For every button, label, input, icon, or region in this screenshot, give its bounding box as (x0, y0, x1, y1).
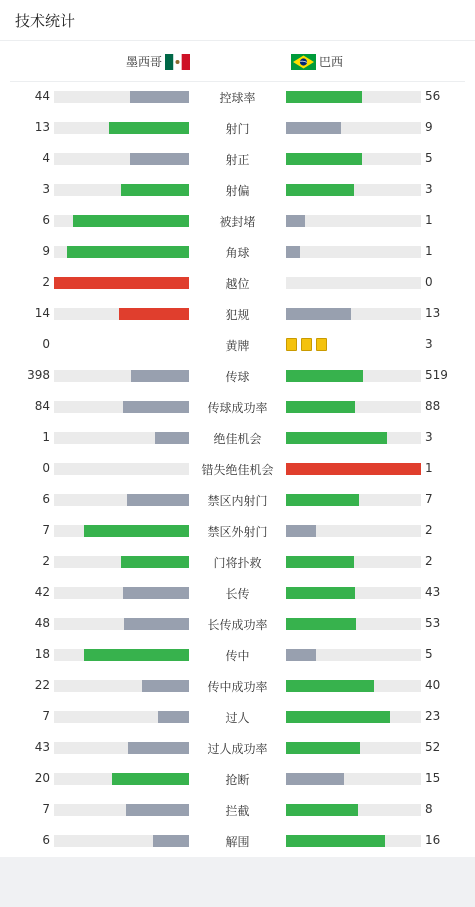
away-value: 8 (425, 802, 433, 816)
home-bar-track (54, 525, 189, 537)
away-bar-fill (286, 308, 351, 320)
away-bar-track (286, 277, 421, 289)
stat-label: 传球成功率 (207, 401, 268, 415)
away-bar-track (286, 680, 421, 692)
home-bar-fill (130, 91, 189, 103)
home-bar-track (54, 277, 189, 289)
away-team (291, 53, 343, 70)
stat-label: 禁区内射门 (207, 494, 268, 508)
home-bar-fill (142, 680, 189, 692)
away-bar-track (286, 587, 421, 599)
home-bar-track (54, 618, 189, 630)
stat-row (0, 206, 475, 237)
home-bar-track (54, 91, 189, 103)
stat-row (0, 764, 475, 795)
page-title: 技术统计 (15, 12, 76, 30)
away-bar-track (286, 246, 421, 258)
home-value: 0 (42, 461, 50, 475)
home-bar-fill (126, 804, 189, 816)
stat-label: 过人 (225, 711, 250, 725)
away-bar-fill (286, 556, 354, 568)
away-value: 0 (425, 275, 433, 289)
header (0, 0, 475, 41)
stat-row (0, 423, 475, 454)
stat-row (0, 671, 475, 702)
away-bar-fill (286, 401, 355, 413)
stat-label: 越位 (225, 277, 250, 291)
home-value: 18 (34, 647, 50, 661)
home-bar-fill (153, 835, 189, 847)
stat-label: 控球率 (219, 91, 256, 105)
away-bar-fill (286, 618, 356, 630)
stat-row (0, 547, 475, 578)
stat-label: 长传成功率 (207, 618, 268, 632)
away-bar-fill (286, 711, 390, 723)
home-bar-track (54, 494, 189, 506)
away-bar-track (286, 835, 421, 847)
stat-label: 射门 (225, 122, 250, 136)
away-value: 2 (425, 523, 433, 537)
stat-row (0, 609, 475, 640)
home-bar-track (54, 432, 189, 444)
home-bar-fill (123, 587, 189, 599)
away-bar-track (286, 742, 421, 754)
home-bar-fill (123, 401, 189, 413)
away-bar-fill (286, 122, 341, 134)
away-value: 5 (425, 151, 433, 165)
away-bar-fill (286, 649, 316, 661)
home-bar-fill (121, 184, 189, 196)
away-bar-fill (286, 246, 300, 258)
teams-row (10, 41, 465, 82)
away-bar-track (286, 494, 421, 506)
away-bar-track (286, 153, 421, 165)
away-value: 13 (425, 306, 441, 320)
home-bar-track (54, 463, 189, 475)
away-value: 40 (425, 678, 441, 692)
home-bar-fill (112, 773, 189, 785)
home-team-name: 墨西哥 (125, 55, 162, 69)
home-value: 43 (34, 740, 50, 754)
away-bar-track (286, 525, 421, 537)
home-value: 20 (34, 771, 50, 785)
home-value: 3 (42, 182, 50, 196)
stat-row (0, 330, 475, 361)
home-value: 13 (34, 120, 50, 134)
away-bar-track (286, 91, 421, 103)
home-value: 4 (42, 151, 50, 165)
away-bar-fill (286, 153, 362, 165)
home-bar-fill (84, 525, 189, 537)
away-bar-fill (286, 494, 359, 506)
home-bar-track (54, 804, 189, 816)
away-value: 88 (425, 399, 441, 413)
away-bar-track (286, 401, 421, 413)
home-value: 6 (42, 492, 50, 506)
stat-label: 绝佳机会 (213, 432, 262, 446)
stat-row (0, 82, 475, 113)
home-bar-track (54, 370, 189, 382)
stat-row (0, 826, 475, 857)
stat-row (0, 299, 475, 330)
stat-label: 射偏 (225, 184, 250, 198)
stat-row (0, 144, 475, 175)
away-bar-fill (286, 587, 355, 599)
home-bar-fill (73, 215, 189, 227)
stat-label: 传球 (225, 370, 250, 384)
stat-label: 传中 (225, 649, 250, 663)
away-bar-track (286, 711, 421, 723)
home-value: 2 (42, 554, 50, 568)
home-team (126, 53, 190, 70)
home-bar-track (54, 122, 189, 134)
home-bar-fill (155, 432, 189, 444)
away-bar-track (286, 122, 421, 134)
stat-label: 错失绝佳机会 (201, 463, 274, 477)
stat-label: 角球 (225, 246, 250, 260)
home-value: 1 (42, 430, 50, 444)
home-value: 84 (34, 399, 50, 413)
home-value: 48 (34, 616, 50, 630)
home-value: 14 (34, 306, 50, 320)
away-bar-fill (286, 742, 360, 754)
away-bar-fill (286, 773, 344, 785)
away-value: 2 (425, 554, 433, 568)
away-value: 23 (425, 709, 441, 723)
away-bar-track (286, 432, 421, 444)
away-value: 53 (425, 616, 441, 630)
stat-row (0, 516, 475, 547)
home-bar-fill (127, 494, 189, 506)
stat-row (0, 795, 475, 826)
home-value: 44 (34, 89, 50, 103)
away-bar-track (286, 215, 421, 227)
away-bar-fill (286, 463, 421, 475)
home-value: 7 (42, 523, 50, 537)
away-bar-track (286, 773, 421, 785)
away-bar-track (286, 618, 421, 630)
stat-label: 禁区外射门 (207, 525, 268, 539)
away-bar-fill (286, 835, 385, 847)
stat-label: 犯规 (225, 308, 250, 322)
stat-label: 抢断 (225, 773, 250, 787)
stat-row (0, 175, 475, 206)
away-bar-track (286, 370, 421, 382)
stat-row (0, 702, 475, 733)
away-value: 3 (425, 182, 433, 196)
away-value: 3 (425, 337, 433, 351)
home-bar-track (54, 246, 189, 258)
home-bar-fill (124, 618, 189, 630)
yellow-card-icon (301, 338, 312, 351)
stat-label: 门将扑救 (213, 556, 262, 570)
home-value: 398 (27, 368, 50, 382)
home-bar-track (54, 711, 189, 723)
stat-row (0, 640, 475, 671)
away-bar-track (286, 308, 421, 320)
stat-row (0, 237, 475, 268)
stat-label: 黄牌 (225, 339, 250, 353)
away-bar-track (286, 463, 421, 475)
home-bar-track (54, 742, 189, 754)
home-bar-fill (121, 556, 189, 568)
away-bar-fill (286, 525, 316, 537)
away-value: 7 (425, 492, 433, 506)
stat-label: 解围 (225, 835, 250, 849)
away-bar-fill (286, 804, 358, 816)
home-bar-fill (158, 711, 189, 723)
home-value: 6 (42, 213, 50, 227)
home-bar-track (54, 773, 189, 785)
away-value: 3 (425, 430, 433, 444)
away-value: 9 (425, 120, 433, 134)
stats-list (0, 82, 475, 857)
home-value: 9 (42, 244, 50, 258)
stat-row (0, 268, 475, 299)
away-value: 1 (425, 461, 433, 475)
home-bar-fill (84, 649, 189, 661)
home-value: 2 (42, 275, 50, 289)
away-bar-fill (286, 91, 362, 103)
away-value: 1 (425, 213, 433, 227)
home-value: 6 (42, 833, 50, 847)
stat-row (0, 392, 475, 423)
stat-row (0, 361, 475, 392)
home-bar-track (54, 587, 189, 599)
stat-row (0, 578, 475, 609)
away-bar-track (286, 556, 421, 568)
away-bar-track (286, 804, 421, 816)
home-value: 22 (34, 678, 50, 692)
home-value: 7 (42, 802, 50, 816)
stat-row (0, 733, 475, 764)
away-bar-fill (286, 680, 374, 692)
away-team-name: 巴西 (319, 55, 344, 69)
mexico-flag-icon (165, 54, 190, 70)
stat-label: 传中成功率 (207, 680, 268, 694)
home-bar-track (54, 835, 189, 847)
away-bar-fill (286, 184, 354, 196)
home-bar-track (54, 153, 189, 165)
away-value: 15 (425, 771, 441, 785)
stat-label: 拦截 (225, 804, 250, 818)
home-bar-track (54, 680, 189, 692)
away-yellow-cards (286, 338, 327, 351)
stat-label: 长传 (225, 587, 250, 601)
away-value: 52 (425, 740, 441, 754)
home-value: 7 (42, 709, 50, 723)
home-bar-fill (109, 122, 189, 134)
away-value: 56 (425, 89, 441, 103)
away-bar-track (286, 184, 421, 196)
yellow-card-icon (286, 338, 297, 351)
yellow-card-icon (316, 338, 327, 351)
away-value: 1 (425, 244, 433, 258)
home-bar-fill (131, 370, 189, 382)
home-bar-fill (119, 308, 189, 320)
home-bar-fill (54, 277, 189, 289)
home-bar-track (54, 649, 189, 661)
home-bar-fill (130, 153, 189, 165)
away-value: 16 (425, 833, 441, 847)
home-bar-fill (128, 742, 189, 754)
stat-label: 被封堵 (219, 215, 256, 229)
away-value: 519 (425, 368, 448, 382)
away-bar-fill (286, 370, 363, 382)
home-bar-track (54, 401, 189, 413)
away-value: 43 (425, 585, 441, 599)
home-value: 0 (42, 337, 50, 351)
stat-label: 射正 (225, 153, 250, 167)
home-bar-fill (67, 246, 189, 258)
stat-row (0, 113, 475, 144)
stat-row (0, 454, 475, 485)
home-bar-track (54, 556, 189, 568)
home-bar-track (54, 184, 189, 196)
away-value: 5 (425, 647, 433, 661)
stat-label: 过人成功率 (207, 742, 268, 756)
away-bar-fill (286, 432, 387, 444)
brazil-flag-icon (291, 54, 316, 70)
home-bar-track (54, 215, 189, 227)
away-bar-fill (286, 215, 305, 227)
home-value: 42 (34, 585, 50, 599)
home-bar-track (54, 308, 189, 320)
stat-row (0, 485, 475, 516)
away-bar-track (286, 649, 421, 661)
